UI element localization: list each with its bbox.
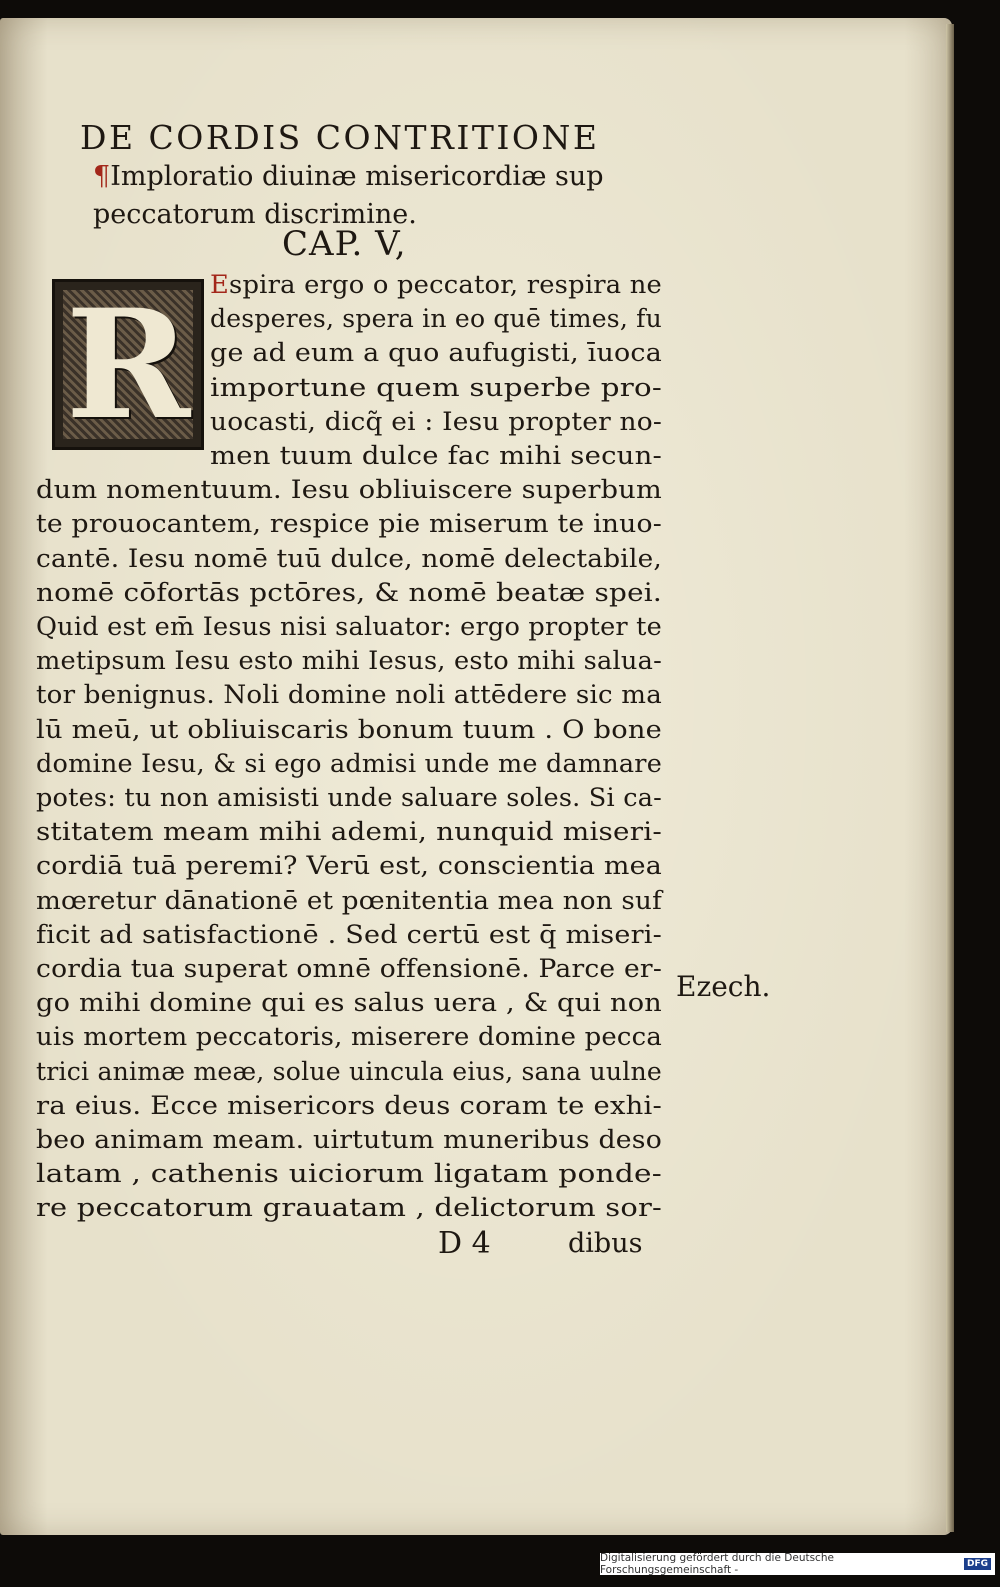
initial-letter: R <box>65 276 191 453</box>
body-line: cordia tua superat omnē offensionē. Parce er- <box>36 954 662 983</box>
body-line: men tuum dulce fac mihi secun- <box>210 441 662 470</box>
body-line: importune quem superbe pro- <box>210 372 662 402</box>
body-line: cantē. Iesu nomē tuū dulce, nomē delectabile, <box>36 543 662 573</box>
heading-line-1 <box>93 158 653 196</box>
body-line: cordiā tuā peremi? Verū est, conscientia mea <box>36 851 662 881</box>
body-line: metipsum Iesu esto mihi Iesus, esto mihi salua- <box>36 646 662 676</box>
body-line: go mihi domine qui es salus uera , & qui non <box>36 988 663 1018</box>
paragraph-mark-icon: ¶ <box>93 161 111 192</box>
body-line: tor benignus. Noli domine noli attēdere sic ma <box>36 680 662 710</box>
body-line: beo animam meam. uirtutum muneribus deso <box>36 1125 662 1154</box>
running-head: DE CORDIS CONTRITIONE <box>80 118 600 157</box>
body-line: re peccatorum grauatam , delictorum sor- <box>36 1193 662 1223</box>
heading-line-2: peccatorum discrimine. <box>93 199 417 230</box>
dfg-logo: DFG <box>964 1558 991 1570</box>
body-line: domine Iesu, & si ego admisi unde me damnare <box>36 748 662 778</box>
body-line: Quid est em̄ Iesus nisi saluator: ergo propter te <box>36 612 663 641</box>
chapter-title: CAP. V, <box>282 224 407 264</box>
body-line: desperes, spera in eo quē times, fu <box>210 304 662 334</box>
body-line: te prouocantem, respice pie miserum te inuo- <box>36 509 662 539</box>
footer-text: Digitalisierung gefördert durch die Deutsche Forschungsgemeinschaft - <box>600 1552 834 1576</box>
body-line: ficit ad satisfactionē . Sed certū est q̄ miseri- <box>36 919 662 949</box>
page-edge <box>946 24 954 1532</box>
body-line: uis mortem peccatoris, miserere domine pecca <box>36 1022 662 1052</box>
margin-note: Ezech. <box>676 970 771 1003</box>
body-line: latam , cathenis uiciorum ligatam ponde- <box>36 1159 662 1189</box>
body-line: lū meū, ut obliuiscaris bonum tuum . O bone <box>36 714 662 744</box>
body-line: stitatem meam mihi ademi, nunquid miseri- <box>36 817 662 847</box>
digitization-footer <box>600 1553 995 1575</box>
body-line: ra eius. Ecce misericors deus coram te exhi- <box>36 1090 662 1120</box>
body-line: nomē cōfortās pctōres, & nomē beatæ spei. <box>36 577 662 607</box>
body-line: dum nomentuum. Iesu obliuiscere superbum <box>36 475 662 505</box>
body-line: mœretur dānationē et pœnitentia mea non suf <box>36 885 662 915</box>
body-line: Espira ergo o peccator, respira ne <box>210 270 663 299</box>
catchword: dibus <box>568 1228 643 1259</box>
decorated-initial <box>52 276 204 453</box>
heading-line-1-text: Imploratio diuinæ misericordiæ sup <box>110 161 604 192</box>
body-line: uocasti, dicq̃ ei : Iesu propter no- <box>210 406 662 436</box>
body-line: ge ad eum a quo aufugisti, īuoca <box>210 338 662 368</box>
body-line: trici animæ meæ, solue uincula eius, sana uulne <box>36 1056 662 1086</box>
body-line: potes: tu non amisisti unde saluare soles. Si ca- <box>36 783 662 812</box>
signature-mark: D 4 <box>438 1226 491 1261</box>
